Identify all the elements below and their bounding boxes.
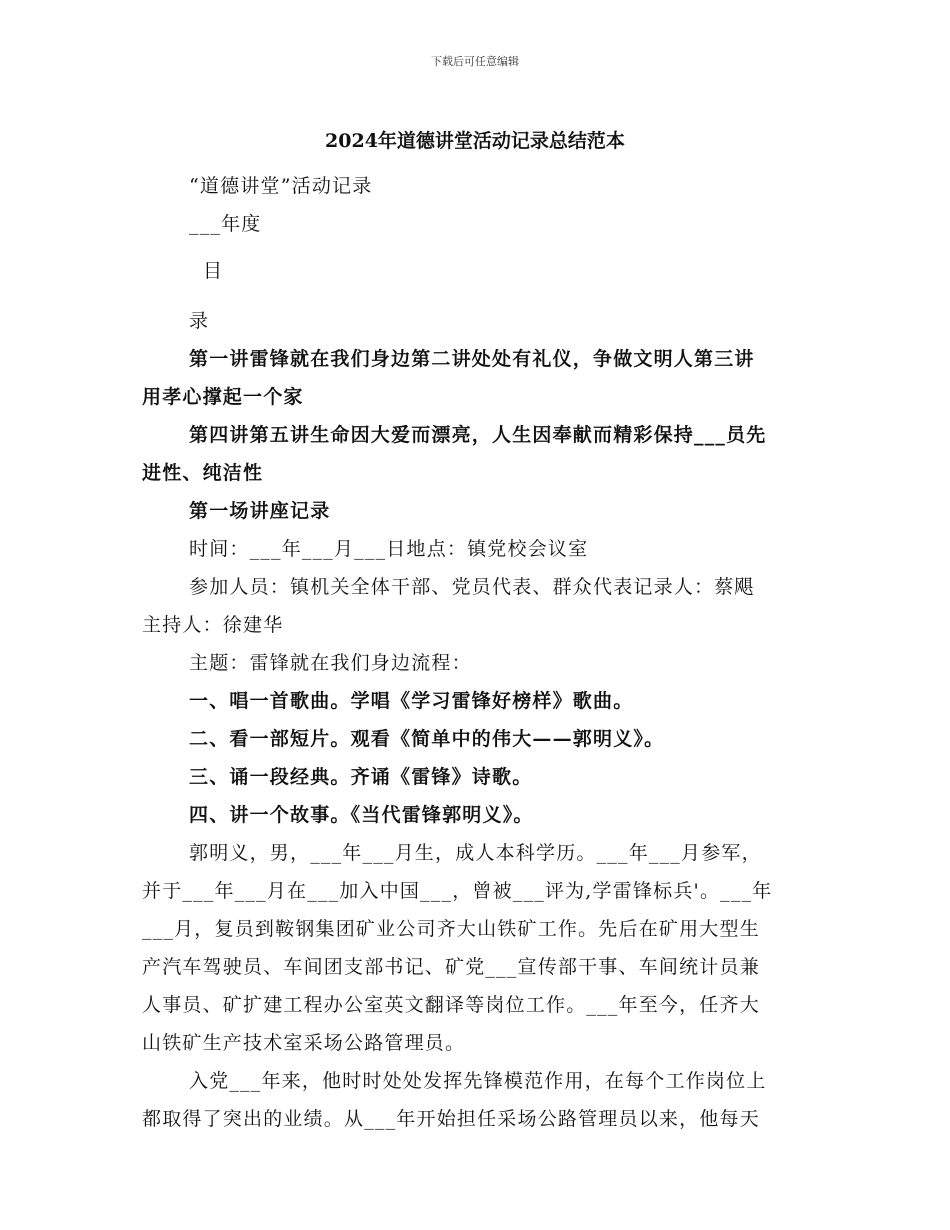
section-heading: 第一场讲座记录 [189, 500, 331, 522]
body-text-line: 人事员、矿扩建工程办公室英文翻译等岗位工作。___年至今，任齐大 [142, 994, 760, 1016]
body-text-line: 并于___年___月在___加入中国___，曾被___评为,学雷锋标兵'。___年 [142, 880, 773, 902]
body-text-line: 产汽车驾驶员、车间团支部书记、矿党___宣传部干事、车间统计员兼 [142, 956, 760, 978]
year-line: ___年度 [189, 213, 262, 235]
process-step: 一、唱一首歌曲。学唱《学习雷锋好榜样》歌曲。 [189, 690, 634, 712]
body-text-line: 山铁矿生产技术室采场公路管理员。 [142, 1032, 466, 1054]
info-participants: 参加人员：镇机关全体干部、党员代表、群众代表记录人：蔡飓 [189, 576, 755, 598]
process-step: 三、诵一段经典。齐诵《雷锋》诗歌。 [189, 766, 533, 788]
toc-heading-mu: 目 [203, 260, 224, 282]
info-time-place: 时间：___年___月___日地点：镇党校会议室 [189, 538, 589, 560]
body-text-line: ___月，复员到鞍钢集团矿业公司齐大山铁矿工作。先后在矿用大型生 [142, 918, 760, 940]
body-text-line: 入党___年来，他时时处处发挥先锋模范作用，在每个工作岗位上 [189, 1070, 767, 1092]
header-note: 下载后可任意编辑 [431, 55, 519, 68]
toc-line: 进性、纯洁性 [142, 462, 264, 484]
toc-line: 用孝心撑起一个家 [142, 386, 304, 408]
toc-line: 第一讲雷锋就在我们身边第二讲处处有礼仪，争做文明人第三讲 [189, 348, 755, 370]
toc-line: 第四讲第五讲生命因大爱而漂亮，人生因奉献而精彩保持___员先 [189, 424, 767, 446]
process-step: 二、看一部短片。观看《简单中的伟大——郭明义》。 [189, 728, 665, 750]
body-text-line: 都取得了突出的业绩。从___年开始担任采场公路管理员以来，他每天 [142, 1108, 760, 1130]
info-host: 主持人：徐建华 [142, 614, 284, 636]
process-step: 四、讲一个故事。《当代雷锋郭明义》。 [189, 804, 534, 826]
info-theme: 主题：雷锋就在我们身边流程： [189, 652, 472, 674]
subtitle-line: “道德讲堂”活动记录 [189, 175, 373, 197]
toc-heading-lu: 录 [189, 310, 210, 332]
body-text-line: 郭明义，男，___年___月生，成人本科学历。___年___月参军， [189, 842, 762, 864]
document-title: 2024年道德讲堂活动记录总结范本 [325, 130, 625, 152]
